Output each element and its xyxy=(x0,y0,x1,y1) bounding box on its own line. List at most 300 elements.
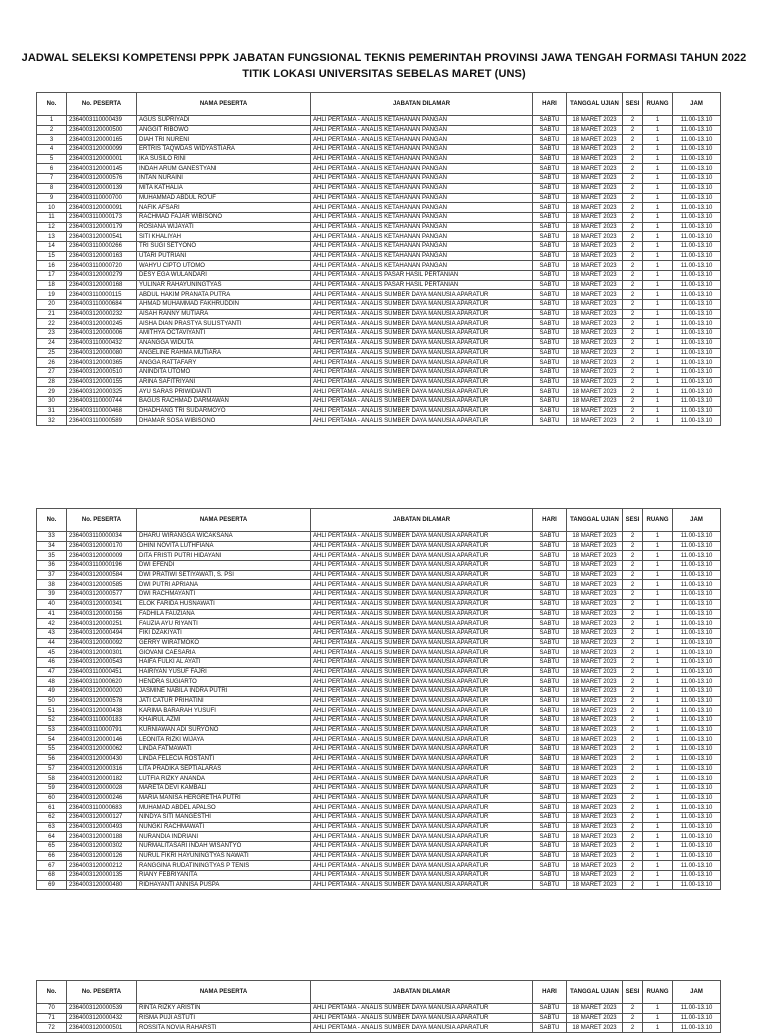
cell-col-jabatan: AHLI PERTAMA - ANALIS SUMBER DAYA MANUSIA APARATUR xyxy=(311,687,533,697)
cell-col-tanggal: 18 MARET 2023 xyxy=(567,348,623,358)
table-row xyxy=(37,812,721,822)
table-row xyxy=(37,590,721,600)
cell-col-nama: DWI PRATIWI SETIYAWATI, S. PSI xyxy=(137,570,311,580)
cell-col-tanggal: 18 MARET 2023 xyxy=(567,871,623,881)
cell-col-no-peserta: 2364003120000155 xyxy=(67,377,137,387)
cell-col-no-peserta: 2364003120000179 xyxy=(67,222,137,232)
cell-col-jabatan: AHLI PERTAMA - ANALIS SUMBER DAYA MANUSIA APARATUR xyxy=(311,745,533,755)
cell-col-tanggal: 18 MARET 2023 xyxy=(567,861,623,871)
cell-col-hari: SABTU xyxy=(533,300,567,310)
cell-col-no-peserta: 2364003120000480 xyxy=(67,880,137,890)
cell-col-tanggal: 18 MARET 2023 xyxy=(567,300,623,310)
header-col-tanggal: TANGGAL UJIAN xyxy=(567,509,623,532)
cell-col-sesi: 2 xyxy=(623,822,643,832)
header-col-no-peserta: No. PESERTA xyxy=(67,981,137,1004)
cell-col-hari: SABTU xyxy=(533,203,567,213)
header-col-nama: NAMA PESERTA xyxy=(137,93,311,116)
cell-col-no-peserta: 2364003120000009 xyxy=(67,551,137,561)
cell-col-jabatan: AHLI PERTAMA - ANALIS SUMBER DAYA MANUSIA APARATUR xyxy=(311,648,533,658)
cell-col-tanggal: 18 MARET 2023 xyxy=(567,1004,623,1014)
cell-col-tanggal: 18 MARET 2023 xyxy=(567,232,623,242)
cell-col-sesi: 2 xyxy=(623,222,643,232)
cell-col-jabatan: AHLI PERTAMA - ANALIS KETAHANAN PANGAN xyxy=(311,116,533,126)
cell-col-jam: 11.00-13.10 xyxy=(673,319,721,329)
cell-col-tanggal: 18 MARET 2023 xyxy=(567,329,623,339)
table-row xyxy=(37,174,721,184)
cell-col-no-peserta: 2364003110000744 xyxy=(67,396,137,406)
cell-col-jabatan: AHLI PERTAMA - ANALIS SUMBER DAYA MANUSIA APARATUR xyxy=(311,1013,533,1023)
table-row xyxy=(37,754,721,764)
cell-col-sesi: 2 xyxy=(623,203,643,213)
header-col-no-peserta: No. PESERTA xyxy=(67,93,137,116)
cell-col-no-peserta: 2364003120000251 xyxy=(67,619,137,629)
cell-col-tanggal: 18 MARET 2023 xyxy=(567,822,623,832)
cell-col-sesi: 2 xyxy=(623,880,643,890)
cell-col-no: 22 xyxy=(37,319,67,329)
cell-col-jam: 11.00-13.10 xyxy=(673,667,721,677)
cell-col-ruang: 1 xyxy=(643,1023,673,1033)
cell-col-nama: NURMALITASARI INDAH WISANTYO xyxy=(137,842,311,852)
table-row xyxy=(37,280,721,290)
cell-col-nama: NINDYA SITI MANGESTHI xyxy=(137,812,311,822)
cell-col-sesi: 2 xyxy=(623,135,643,145)
cell-col-sesi: 2 xyxy=(623,667,643,677)
cell-col-hari: SABTU xyxy=(533,580,567,590)
cell-col-jam: 11.00-13.10 xyxy=(673,793,721,803)
cell-col-ruang: 1 xyxy=(643,696,673,706)
cell-col-jabatan: AHLI PERTAMA - ANALIS KETAHANAN PANGAN xyxy=(311,193,533,203)
cell-col-jabatan: AHLI PERTAMA - ANALIS SUMBER DAYA MANUSIA APARATUR xyxy=(311,338,533,348)
cell-col-sesi: 2 xyxy=(623,271,643,281)
cell-col-nama: UTARI PUTRIANI xyxy=(137,251,311,261)
cell-col-no-peserta: 2364003120000577 xyxy=(67,590,137,600)
header-col-sesi: SESI xyxy=(623,981,643,1004)
table-row xyxy=(37,774,721,784)
cell-col-sesi: 2 xyxy=(623,628,643,638)
cell-col-hari: SABTU xyxy=(533,271,567,281)
cell-col-tanggal: 18 MARET 2023 xyxy=(567,793,623,803)
cell-col-no: 66 xyxy=(37,851,67,861)
table-header-row xyxy=(37,509,721,532)
cell-col-jabatan: AHLI PERTAMA - ANALIS SUMBER DAYA MANUSIA APARATUR xyxy=(311,754,533,764)
cell-col-tanggal: 18 MARET 2023 xyxy=(567,319,623,329)
cell-col-jam: 11.00-13.10 xyxy=(673,387,721,397)
cell-col-nama: SITI KHALIYAH xyxy=(137,232,311,242)
cell-col-nama: NAFIK AFSARI xyxy=(137,203,311,213)
cell-col-sesi: 2 xyxy=(623,193,643,203)
cell-col-jam: 11.00-13.10 xyxy=(673,822,721,832)
cell-col-no-peserta: 2364003120000156 xyxy=(67,609,137,619)
header-col-no-peserta: No. PESERTA xyxy=(67,509,137,532)
cell-col-ruang: 1 xyxy=(643,396,673,406)
cell-col-hari: SABTU xyxy=(533,367,567,377)
cell-col-no-peserta: 2364003120000500 xyxy=(67,125,137,135)
cell-col-no-peserta: 2364003120000578 xyxy=(67,696,137,706)
table-row xyxy=(37,116,721,126)
cell-col-sesi: 2 xyxy=(623,116,643,126)
cell-col-sesi: 2 xyxy=(623,638,643,648)
cell-col-jam: 11.00-13.10 xyxy=(673,754,721,764)
cell-col-jam: 11.00-13.10 xyxy=(673,338,721,348)
cell-col-sesi: 2 xyxy=(623,832,643,842)
cell-col-hari: SABTU xyxy=(533,871,567,881)
cell-col-no-peserta: 2364003110000720 xyxy=(67,261,137,271)
table-row xyxy=(37,783,721,793)
cell-col-nama: DHARU WIRANGGA WICAKSANA xyxy=(137,532,311,542)
cell-col-sesi: 2 xyxy=(623,300,643,310)
cell-col-nama: MUHAMMAD ABDUL RO'UF xyxy=(137,193,311,203)
cell-col-nama: ANGGA RATTAFARY xyxy=(137,358,311,368)
cell-col-tanggal: 18 MARET 2023 xyxy=(567,716,623,726)
cell-col-nama: ANGGIT RIBOWO xyxy=(137,125,311,135)
cell-col-ruang: 1 xyxy=(643,687,673,697)
cell-col-sesi: 2 xyxy=(623,551,643,561)
cell-col-hari: SABTU xyxy=(533,319,567,329)
cell-col-jabatan: AHLI PERTAMA - ANALIS SUMBER DAYA MANUSIA APARATUR xyxy=(311,541,533,551)
cell-col-ruang: 1 xyxy=(643,725,673,735)
cell-col-sesi: 2 xyxy=(623,416,643,426)
cell-col-jam: 11.00-13.10 xyxy=(673,125,721,135)
cell-col-sesi: 2 xyxy=(623,280,643,290)
cell-col-hari: SABTU xyxy=(533,687,567,697)
cell-col-tanggal: 18 MARET 2023 xyxy=(567,851,623,861)
cell-col-no-peserta: 2364003120000135 xyxy=(67,871,137,881)
cell-col-no-peserta: 2364003120000585 xyxy=(67,580,137,590)
cell-col-tanggal: 18 MARET 2023 xyxy=(567,164,623,174)
cell-col-no-peserta: 2364003120000188 xyxy=(67,832,137,842)
table-header-row xyxy=(37,981,721,1004)
cell-col-sesi: 2 xyxy=(623,774,643,784)
table-row xyxy=(37,842,721,852)
cell-col-nama: BAGUS RACHMAD DARMAWAN xyxy=(137,396,311,406)
table-row xyxy=(37,309,721,319)
cell-col-jam: 11.00-13.10 xyxy=(673,193,721,203)
cell-col-nama: ROSIANA WIJAYATI xyxy=(137,222,311,232)
schedule-table-1 xyxy=(36,92,721,426)
cell-col-ruang: 1 xyxy=(643,261,673,271)
cell-col-tanggal: 18 MARET 2023 xyxy=(567,154,623,164)
cell-col-nama: LUTFIA RIZKY ANANDA xyxy=(137,774,311,784)
cell-col-tanggal: 18 MARET 2023 xyxy=(567,377,623,387)
cell-col-jam: 11.00-13.10 xyxy=(673,628,721,638)
table-row xyxy=(37,861,721,871)
cell-col-hari: SABTU xyxy=(533,754,567,764)
cell-col-ruang: 1 xyxy=(643,125,673,135)
cell-col-no-peserta: 2364003110000684 xyxy=(67,300,137,310)
cell-col-sesi: 2 xyxy=(623,580,643,590)
cell-col-jabatan: AHLI PERTAMA - ANALIS SUMBER DAYA MANUSIA APARATUR xyxy=(311,1023,533,1033)
cell-col-jam: 11.00-13.10 xyxy=(673,871,721,881)
cell-col-hari: SABTU xyxy=(533,822,567,832)
cell-col-tanggal: 18 MARET 2023 xyxy=(567,696,623,706)
cell-col-no: 23 xyxy=(37,329,67,339)
cell-col-nama: ANINDITA UTOMO xyxy=(137,367,311,377)
cell-col-ruang: 1 xyxy=(643,764,673,774)
cell-col-tanggal: 18 MARET 2023 xyxy=(567,648,623,658)
cell-col-sesi: 2 xyxy=(623,309,643,319)
table-row xyxy=(37,609,721,619)
cell-col-sesi: 2 xyxy=(623,367,643,377)
cell-col-jabatan: AHLI PERTAMA - ANALIS SUMBER DAYA MANUSIA APARATUR xyxy=(311,628,533,638)
table-row xyxy=(37,329,721,339)
cell-col-no-peserta: 2364003110000791 xyxy=(67,725,137,735)
cell-col-sesi: 2 xyxy=(623,154,643,164)
cell-col-jabatan: AHLI PERTAMA - ANALIS PASAR HASIL PERTANIAN xyxy=(311,271,533,281)
cell-col-hari: SABTU xyxy=(533,280,567,290)
cell-col-ruang: 1 xyxy=(643,532,673,542)
cell-col-hari: SABTU xyxy=(533,125,567,135)
cell-col-jabatan: AHLI PERTAMA - ANALIS SUMBER DAYA MANUSIA APARATUR xyxy=(311,387,533,397)
cell-col-ruang: 1 xyxy=(643,561,673,571)
cell-col-no: 33 xyxy=(37,532,67,542)
cell-col-no-peserta: 2364003120000139 xyxy=(67,183,137,193)
cell-col-no-peserta: 2364003120000091 xyxy=(67,203,137,213)
cell-col-no-peserta: 2364003120000020 xyxy=(67,687,137,697)
table-row xyxy=(37,154,721,164)
cell-col-no: 69 xyxy=(37,880,67,890)
cell-col-ruang: 1 xyxy=(643,241,673,251)
schedule-table-2 xyxy=(36,508,721,890)
cell-col-jam: 11.00-13.10 xyxy=(673,358,721,368)
cell-col-ruang: 1 xyxy=(643,1013,673,1023)
cell-col-nama: NURANDIA INDRIANI xyxy=(137,832,311,842)
table-row xyxy=(37,851,721,861)
cell-col-hari: SABTU xyxy=(533,164,567,174)
table-row xyxy=(37,222,721,232)
cell-col-tanggal: 18 MARET 2023 xyxy=(567,570,623,580)
cell-col-no-peserta: 2364003110000589 xyxy=(67,416,137,426)
header-col-ruang: RUANG xyxy=(643,509,673,532)
cell-col-hari: SABTU xyxy=(533,241,567,251)
table-row xyxy=(37,212,721,222)
cell-col-no: 5 xyxy=(37,154,67,164)
cell-col-jabatan: AHLI PERTAMA - ANALIS SUMBER DAYA MANUSIA APARATUR xyxy=(311,367,533,377)
table-row xyxy=(37,406,721,416)
cell-col-ruang: 1 xyxy=(643,193,673,203)
cell-col-hari: SABTU xyxy=(533,706,567,716)
cell-col-jam: 11.00-13.10 xyxy=(673,135,721,145)
cell-col-ruang: 1 xyxy=(643,812,673,822)
cell-col-no-peserta: 2364003120000325 xyxy=(67,387,137,397)
cell-col-hari: SABTU xyxy=(533,232,567,242)
table-row xyxy=(37,377,721,387)
cell-col-no-peserta: 2364003120000232 xyxy=(67,309,137,319)
cell-col-nama: ARINA SAFITRIYANI xyxy=(137,377,311,387)
cell-col-jam: 11.00-13.10 xyxy=(673,1013,721,1023)
cell-col-jabatan: AHLI PERTAMA - ANALIS SUMBER DAYA MANUSIA APARATUR xyxy=(311,416,533,426)
cell-col-sesi: 2 xyxy=(623,677,643,687)
table-row xyxy=(37,735,721,745)
cell-col-hari: SABTU xyxy=(533,135,567,145)
cell-col-no: 53 xyxy=(37,725,67,735)
cell-col-tanggal: 18 MARET 2023 xyxy=(567,532,623,542)
cell-col-ruang: 1 xyxy=(643,416,673,426)
cell-col-jam: 11.00-13.10 xyxy=(673,677,721,687)
cell-col-ruang: 1 xyxy=(643,580,673,590)
cell-col-jam: 11.00-13.10 xyxy=(673,241,721,251)
cell-col-jabatan: AHLI PERTAMA - ANALIS SUMBER DAYA MANUSIA APARATUR xyxy=(311,329,533,339)
cell-col-jabatan: AHLI PERTAMA - ANALIS KETAHANAN PANGAN xyxy=(311,203,533,213)
cell-col-no: 52 xyxy=(37,716,67,726)
cell-col-sesi: 2 xyxy=(623,861,643,871)
cell-col-tanggal: 18 MARET 2023 xyxy=(567,309,623,319)
cell-col-hari: SABTU xyxy=(533,396,567,406)
cell-col-tanggal: 18 MARET 2023 xyxy=(567,580,623,590)
cell-col-no: 27 xyxy=(37,367,67,377)
header-col-ruang: RUANG xyxy=(643,981,673,1004)
cell-col-jam: 11.00-13.10 xyxy=(673,222,721,232)
cell-col-jabatan: AHLI PERTAMA - ANALIS SUMBER DAYA MANUSIA APARATUR xyxy=(311,871,533,881)
cell-col-nama: HENDRA SUGIARTO xyxy=(137,677,311,687)
table-row xyxy=(37,822,721,832)
cell-col-nama: NURUL FIKRI HAYUNINGTYAS NAWATI xyxy=(137,851,311,861)
cell-col-ruang: 1 xyxy=(643,280,673,290)
cell-col-hari: SABTU xyxy=(533,251,567,261)
table-row xyxy=(37,803,721,813)
table-row xyxy=(37,193,721,203)
cell-col-tanggal: 18 MARET 2023 xyxy=(567,754,623,764)
cell-col-jam: 11.00-13.10 xyxy=(673,648,721,658)
cell-col-nama: WAHYU CIPTO UTOMO xyxy=(137,261,311,271)
cell-col-jam: 11.00-13.10 xyxy=(673,880,721,890)
cell-col-hari: SABTU xyxy=(533,764,567,774)
table-row xyxy=(37,251,721,261)
cell-col-nama: RACHMAD FAJAR WIBISONO xyxy=(137,212,311,222)
cell-col-jabatan: AHLI PERTAMA - ANALIS SUMBER DAYA MANUSIA APARATUR xyxy=(311,532,533,542)
cell-col-jam: 11.00-13.10 xyxy=(673,570,721,580)
cell-col-no-peserta: 2364003120000145 xyxy=(67,164,137,174)
cell-col-no-peserta: 2364003120000092 xyxy=(67,638,137,648)
cell-col-hari: SABTU xyxy=(533,348,567,358)
cell-col-no: 21 xyxy=(37,309,67,319)
cell-col-jabatan: AHLI PERTAMA - ANALIS SUMBER DAYA MANUSIA APARATUR xyxy=(311,377,533,387)
cell-col-hari: SABTU xyxy=(533,145,567,155)
cell-col-tanggal: 18 MARET 2023 xyxy=(567,387,623,397)
header-col-jam: JAM xyxy=(673,981,721,1004)
cell-col-nama: KARIMA BARARAH YUSUFI xyxy=(137,706,311,716)
cell-col-no-peserta: 2364003110000451 xyxy=(67,667,137,677)
cell-col-no: 31 xyxy=(37,406,67,416)
cell-col-jam: 11.00-13.10 xyxy=(673,251,721,261)
cell-col-jam: 11.00-13.10 xyxy=(673,725,721,735)
table-row xyxy=(37,203,721,213)
cell-col-jabatan: AHLI PERTAMA - ANALIS KETAHANAN PANGAN xyxy=(311,183,533,193)
cell-col-no: 63 xyxy=(37,822,67,832)
cell-col-no: 44 xyxy=(37,638,67,648)
cell-col-no: 58 xyxy=(37,774,67,784)
cell-col-jam: 11.00-13.10 xyxy=(673,329,721,339)
cell-col-ruang: 1 xyxy=(643,628,673,638)
cell-col-no-peserta: 2364003110000468 xyxy=(67,406,137,416)
table-row xyxy=(37,793,721,803)
cell-col-jabatan: AHLI PERTAMA - ANALIS KETAHANAN PANGAN xyxy=(311,212,533,222)
cell-col-hari: SABTU xyxy=(533,590,567,600)
cell-col-hari: SABTU xyxy=(533,667,567,677)
cell-col-ruang: 1 xyxy=(643,822,673,832)
cell-col-nama: LINDA FATMAWATI xyxy=(137,745,311,755)
cell-col-tanggal: 18 MARET 2023 xyxy=(567,609,623,619)
cell-col-nama: DHAMAR SOSA WIBISONO xyxy=(137,416,311,426)
cell-col-no: 43 xyxy=(37,628,67,638)
cell-col-no-peserta: 2364003120000302 xyxy=(67,842,137,852)
cell-col-ruang: 1 xyxy=(643,319,673,329)
cell-col-jam: 11.00-13.10 xyxy=(673,280,721,290)
cell-col-jabatan: AHLI PERTAMA - ANALIS KETAHANAN PANGAN xyxy=(311,241,533,251)
cell-col-no: 8 xyxy=(37,183,67,193)
table-row xyxy=(37,570,721,580)
table-row xyxy=(37,648,721,658)
cell-col-jam: 11.00-13.10 xyxy=(673,735,721,745)
cell-col-no: 56 xyxy=(37,754,67,764)
cell-col-no-peserta: 2364003120000168 xyxy=(67,280,137,290)
cell-col-sesi: 2 xyxy=(623,396,643,406)
cell-col-no: 51 xyxy=(37,706,67,716)
cell-col-jabatan: AHLI PERTAMA - ANALIS SUMBER DAYA MANUSIA APARATUR xyxy=(311,696,533,706)
table-row xyxy=(37,183,721,193)
cell-col-tanggal: 18 MARET 2023 xyxy=(567,783,623,793)
cell-col-no-peserta: 2364003110000115 xyxy=(67,290,137,300)
cell-col-jam: 11.00-13.10 xyxy=(673,377,721,387)
cell-col-hari: SABTU xyxy=(533,358,567,368)
cell-col-nama: KHAIRUL AZMI xyxy=(137,716,311,726)
cell-col-no: 26 xyxy=(37,358,67,368)
table-row xyxy=(37,638,721,648)
cell-col-nama: TRI SUGI SETYONO xyxy=(137,241,311,251)
cell-col-no: 45 xyxy=(37,648,67,658)
cell-col-sesi: 2 xyxy=(623,387,643,397)
cell-col-jabatan: AHLI PERTAMA - ANALIS SUMBER DAYA MANUSIA APARATUR xyxy=(311,764,533,774)
cell-col-ruang: 1 xyxy=(643,300,673,310)
cell-col-hari: SABTU xyxy=(533,783,567,793)
cell-col-no-peserta: 2364003120000430 xyxy=(67,754,137,764)
header-col-jam: JAM xyxy=(673,509,721,532)
table-row xyxy=(37,541,721,551)
cell-col-ruang: 1 xyxy=(643,570,673,580)
table-row xyxy=(37,832,721,842)
cell-col-hari: SABTU xyxy=(533,832,567,842)
cell-col-sesi: 2 xyxy=(623,657,643,667)
cell-col-sesi: 2 xyxy=(623,599,643,609)
cell-col-jam: 11.00-13.10 xyxy=(673,300,721,310)
cell-col-no-peserta: 2364003110000432 xyxy=(67,338,137,348)
cell-col-jabatan: AHLI PERTAMA - ANALIS SUMBER DAYA MANUSIA APARATUR xyxy=(311,1004,533,1014)
cell-col-ruang: 1 xyxy=(643,203,673,213)
cell-col-jabatan: AHLI PERTAMA - ANALIS SUMBER DAYA MANUSIA APARATUR xyxy=(311,406,533,416)
cell-col-jam: 11.00-13.10 xyxy=(673,212,721,222)
cell-col-sesi: 2 xyxy=(623,348,643,358)
cell-col-hari: SABTU xyxy=(533,619,567,629)
cell-col-tanggal: 18 MARET 2023 xyxy=(567,628,623,638)
cell-col-jam: 11.00-13.10 xyxy=(673,696,721,706)
cell-col-tanggal: 18 MARET 2023 xyxy=(567,561,623,571)
cell-col-hari: SABTU xyxy=(533,725,567,735)
cell-col-hari: SABTU xyxy=(533,812,567,822)
cell-col-sesi: 2 xyxy=(623,338,643,348)
cell-col-no: 14 xyxy=(37,241,67,251)
cell-col-sesi: 2 xyxy=(623,609,643,619)
cell-col-hari: SABTU xyxy=(533,1013,567,1023)
cell-col-tanggal: 18 MARET 2023 xyxy=(567,657,623,667)
cell-col-ruang: 1 xyxy=(643,590,673,600)
cell-col-tanggal: 18 MARET 2023 xyxy=(567,271,623,281)
cell-col-no-peserta: 2364003120000182 xyxy=(67,774,137,784)
cell-col-sesi: 2 xyxy=(623,812,643,822)
cell-col-tanggal: 18 MARET 2023 xyxy=(567,725,623,735)
cell-col-jabatan: AHLI PERTAMA - ANALIS KETAHANAN PANGAN xyxy=(311,164,533,174)
cell-col-jam: 11.00-13.10 xyxy=(673,832,721,842)
cell-col-nama: INTAN NURAINI xyxy=(137,174,311,184)
cell-col-hari: SABTU xyxy=(533,745,567,755)
